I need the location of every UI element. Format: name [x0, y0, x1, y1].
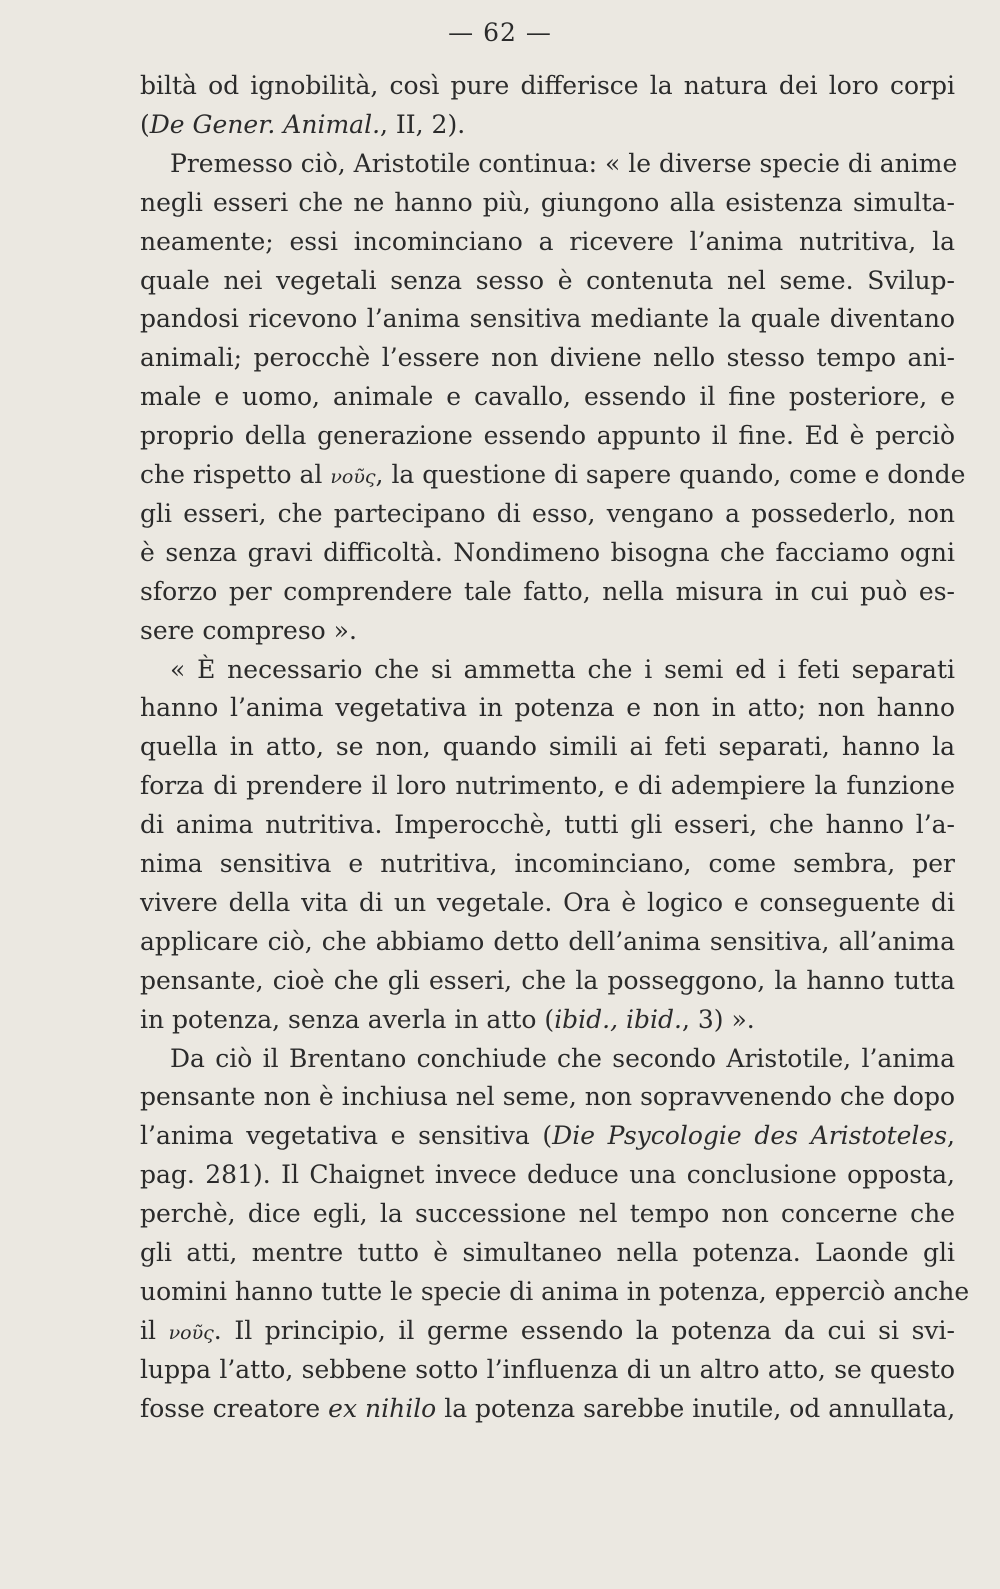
text-line — [140, 727, 955, 767]
text-line — [140, 650, 955, 690]
text-segment: di anima nutritiva. Imperocchè, tutti gli esseri, che hanno l’a- — [140, 810, 955, 840]
text-segment: sere compreso ». — [140, 615, 357, 645]
text-segment: sforzo per comprendere tale fatto, nella misura in cui può es- — [140, 576, 955, 606]
text-segment: che rispetto al — [140, 460, 331, 489]
text-segment: quella in atto, se non, quando simili ai feti separati, hanno la — [140, 732, 955, 762]
text-line — [140, 961, 955, 1001]
text-segment: pandosi ricevono l’anima sensitiva mediante la quale diventano — [140, 304, 955, 334]
text-segment: è senza gravi difficoltà. Nondimeno bisogna che facciamo ogni — [140, 537, 955, 567]
text-line — [140, 299, 955, 339]
text-line — [140, 144, 958, 184]
text-segment: la potenza sarebbe inutile, od annullata, — [436, 1393, 956, 1423]
text-segment: , 3) ». — [681, 1004, 755, 1034]
text-line — [140, 1116, 955, 1156]
text-line — [140, 261, 955, 301]
page-number: — 62 — — [448, 18, 552, 47]
text-segment: , II, 2). — [380, 109, 466, 139]
text-segment: quale nei vegetali senza sesso è contenuta nel seme. Svilup- — [140, 265, 955, 295]
text-line — [140, 688, 955, 728]
text-segment: gli atti, mentre tutto è simultaneo nella potenza. Laonde gli — [140, 1238, 955, 1267]
text-segment: « È necessario che si ammetta che i semi ed i feti separati — [170, 654, 955, 684]
text-line — [140, 222, 955, 262]
text-segment: fosse creatore — [140, 1393, 329, 1423]
text-segment: proprio della generazione essendo appunto il fine. Ed è perciò — [140, 421, 955, 451]
text-segment: Premesso ciò, Aristotile continua: « le diverse specie di anime — [170, 148, 958, 178]
text-segment: ( — [140, 109, 150, 139]
text-line — [140, 377, 955, 417]
text-segment: applicare ciò, che abbiamo detto dell’anima sensitiva, all’anima — [140, 926, 955, 956]
text-segment: negli esseri che ne hanno più, giungono alla esistenza simulta- — [140, 187, 955, 217]
text-line — [140, 1039, 955, 1079]
text-segment: pag. 281). Il Chaignet invece deduce una conclusione opposta, — [140, 1160, 955, 1190]
italic-citation: ibid., ibid. — [554, 1004, 682, 1034]
text-segment: in potenza, senza averla in atto ( — [140, 1004, 555, 1034]
italic-citation: De Gener. Animal. — [149, 109, 381, 139]
text-line — [140, 1350, 955, 1390]
text-segment: , — [947, 1121, 955, 1151]
text-segment: nima sensitiva e nutritiva, incominciano, come sembra, per — [140, 849, 955, 878]
text-line — [140, 1389, 955, 1429]
text-segment: , la questione di sapere quando, come e donde — [375, 460, 966, 489]
text-line — [140, 1272, 970, 1312]
text-segment: biltà od ignobilità, così pure differisce la natura dei loro corpi — [140, 71, 955, 100]
text-segment: perchè, dice egli, la successione nel tempo non concerne che — [140, 1199, 955, 1229]
text-segment: il — [140, 1315, 169, 1345]
text-segment: male e uomo, animale e cavallo, essendo il fine posteriore, e — [140, 382, 955, 412]
text-line — [140, 1233, 955, 1273]
text-line — [140, 922, 955, 962]
text-segment: pensante non è inchiusa nel seme, non sopravvenendo che dopo — [140, 1082, 955, 1112]
greek-word: νοῦς — [330, 466, 376, 488]
italic-citation: ex nihilo — [328, 1393, 437, 1423]
text-segment: . Il principio, il germe essendo la potenza da cui si svi- — [213, 1315, 955, 1345]
text-line — [140, 338, 955, 378]
text-segment: vivere della vita di un vegetale. Ora è logico e conseguente di — [140, 887, 955, 917]
text-line — [140, 1311, 955, 1351]
italic-citation: Die Psycologie des Aristoteles — [552, 1121, 948, 1151]
text-line — [140, 416, 955, 456]
text-segment: hanno l’anima vegetativa in potenza e non in atto; non hanno — [140, 693, 955, 723]
text-line — [140, 183, 955, 223]
text-segment: Da ciò il Brentano conchiude che secondo Aristotile, l’anima — [170, 1043, 955, 1073]
text-line — [140, 1000, 955, 1040]
text-line — [140, 455, 966, 495]
text-line — [140, 1077, 955, 1117]
text-segment: forza di prendere il loro nutrimento, e di adempiere la funzione — [140, 771, 955, 801]
text-line — [140, 611, 955, 651]
text-line — [140, 105, 955, 145]
text-line — [140, 766, 955, 806]
greek-word: νοῦς — [168, 1321, 214, 1344]
text-line — [140, 805, 955, 845]
text-line — [140, 883, 955, 923]
text-line — [140, 844, 955, 884]
text-segment: l’anima vegetativa e sensitiva ( — [140, 1121, 553, 1151]
text-segment: neamente; essi incominciano a ricevere l’anima nutritiva, la — [140, 226, 955, 256]
text-segment: uomini hanno tutte le specie di anima in potenza, epperciò anche — [140, 1276, 970, 1306]
text-segment: animali; perocchè l’essere non diviene nello stesso tempo ani- — [140, 343, 955, 373]
text-line — [140, 572, 955, 612]
text-segment: luppa l’atto, sebbene sotto l’influenza di un altro atto, se questo — [140, 1354, 955, 1384]
text-segment: gli esseri, che partecipano di esso, vengano a possederlo, non — [140, 498, 955, 528]
text-line — [140, 66, 955, 106]
text-line — [140, 1194, 955, 1234]
text-segment: pensante, cioè che gli esseri, che la posseggono, la hanno tutta — [140, 965, 955, 995]
text-line — [140, 494, 955, 534]
text-line — [140, 533, 955, 573]
text-line — [140, 1155, 955, 1195]
